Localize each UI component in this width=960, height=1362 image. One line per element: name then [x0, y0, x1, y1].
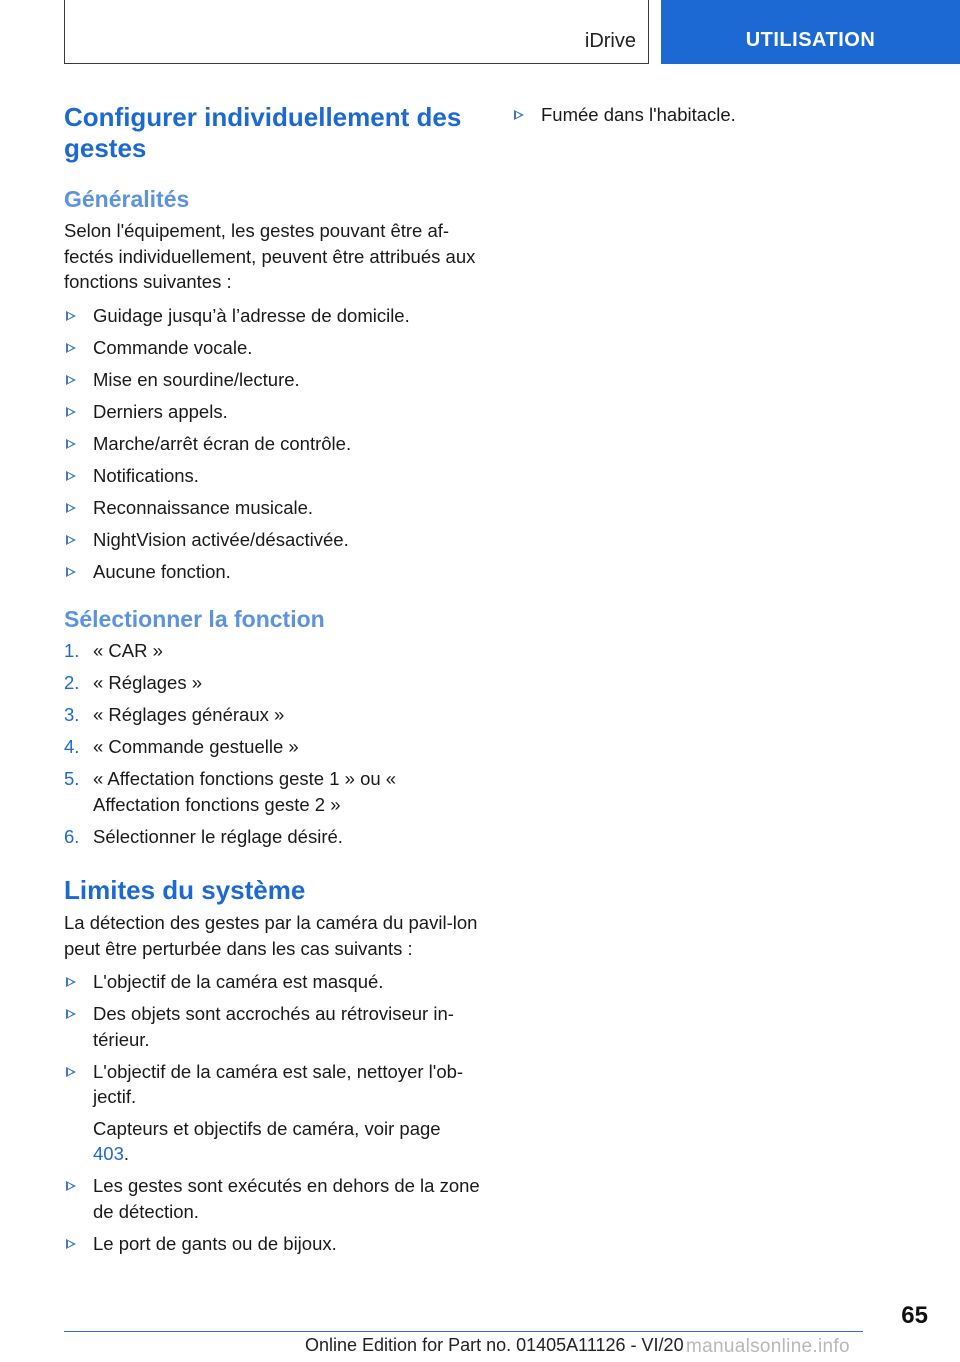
triangle-bullet-icon: [66, 1067, 76, 1077]
list-item: Marche/arrêt écran de contrôle.: [64, 431, 480, 457]
triangle-bullet-icon: [66, 535, 76, 545]
page-number: 65: [901, 1302, 928, 1329]
triangle-bullet-icon: [66, 471, 76, 481]
list-item: Reconnaissance musicale.: [64, 495, 480, 521]
right-column: [512, 102, 912, 134]
step-item: 4. « Commande gestuelle »: [64, 734, 480, 760]
triangle-bullet-icon: [66, 407, 76, 417]
step-item: 1. « CAR »: [64, 638, 480, 664]
list-item: L'objectif de la caméra est sale, nettoyer l'ob-jectif. Capteurs et objectifs de caméra, voir page 403.: [64, 1059, 480, 1167]
step-item: 6. Sélectionner le réglage désiré.: [64, 824, 480, 850]
page-link[interactable]: 403: [93, 1143, 124, 1164]
list-item: Les gestes sont exécutés en dehors de la zone de détection.: [64, 1173, 480, 1224]
limits-intro: La détection des gestes par la caméra du pavil-lon peut être perturbée dans les cas suivants :: [64, 912, 478, 959]
list-item: Aucune fonction.: [64, 559, 480, 585]
heading-generalites: Généralités: [64, 186, 190, 212]
left-column: [64, 102, 480, 1263]
list-item: Commande vocale.: [64, 335, 480, 361]
heading-selection: Sélectionner la fonction: [64, 606, 325, 632]
step-number: 6.: [64, 825, 80, 847]
footer-divider: [64, 1331, 863, 1332]
triangle-bullet-icon: [66, 343, 76, 353]
step-item: 3. « Réglages généraux »: [64, 702, 480, 728]
triangle-bullet-icon: [66, 375, 76, 385]
triangle-bullet-icon: [66, 1009, 76, 1019]
list-item: Mise en sourdine/lecture.: [64, 367, 480, 393]
list-item: Des objets sont accrochés au rétroviseur in-térieur.: [64, 1001, 480, 1052]
header-chapter-tab: UTILISATION: [661, 0, 960, 64]
step-number: 1.: [64, 640, 80, 661]
triangle-bullet-icon: [66, 567, 76, 577]
list-item: Notifications.: [64, 463, 480, 489]
function-list: [64, 303, 480, 585]
triangle-bullet-icon: [66, 503, 76, 513]
step-number: 5.: [64, 768, 80, 789]
generalites-intro: Selon l'équipement, les gestes pouvant être af-fectés individuellement, peuvent être attribués aux fonctions suivantes :: [64, 220, 476, 292]
list-item: Derniers appels.: [64, 399, 480, 425]
header-section-label: iDrive: [584, 30, 636, 52]
limits-list: [64, 969, 480, 1256]
step-number: 2.: [64, 672, 80, 693]
step-item: 2. « Réglages »: [64, 670, 480, 696]
step-number: 4.: [64, 736, 80, 757]
header-frame: [64, 0, 649, 64]
step-item: 5. « Affectation fonctions geste 1 » ou « Affectation fonctions geste 2 »: [64, 768, 397, 815]
list-item: Fumée dans l'habitacle.: [512, 102, 912, 128]
list-item: Le port de gants ou de bijoux.: [64, 1231, 480, 1257]
triangle-bullet-icon: [66, 1181, 76, 1191]
footer-edition-text: Online Edition for Part no. 01405A11126 - VI/20: [305, 1335, 684, 1355]
steps-list: [64, 638, 480, 849]
list-item: Guidage jusqu’à l’adresse de domicile.: [64, 303, 480, 329]
triangle-bullet-icon: [66, 1239, 76, 1249]
cross-reference-note: Capteurs et objectifs de caméra, voir page 403.: [93, 1117, 441, 1164]
page-title: Configurer individuellement des gestes: [64, 102, 462, 163]
triangle-bullet-icon: [66, 977, 76, 987]
list-item: L'objectif de la caméra est masqué.: [64, 969, 480, 995]
step-number: 3.: [64, 704, 80, 725]
heading-limits: Limites du système: [64, 875, 306, 905]
triangle-bullet-icon: [514, 110, 524, 120]
triangle-bullet-icon: [66, 311, 76, 321]
triangle-bullet-icon: [66, 439, 76, 449]
list-item: NightVision activée/désactivée.: [64, 527, 480, 553]
limits-list-continued: [512, 102, 912, 128]
watermark-text: manualsonline.info: [686, 1336, 850, 1357]
